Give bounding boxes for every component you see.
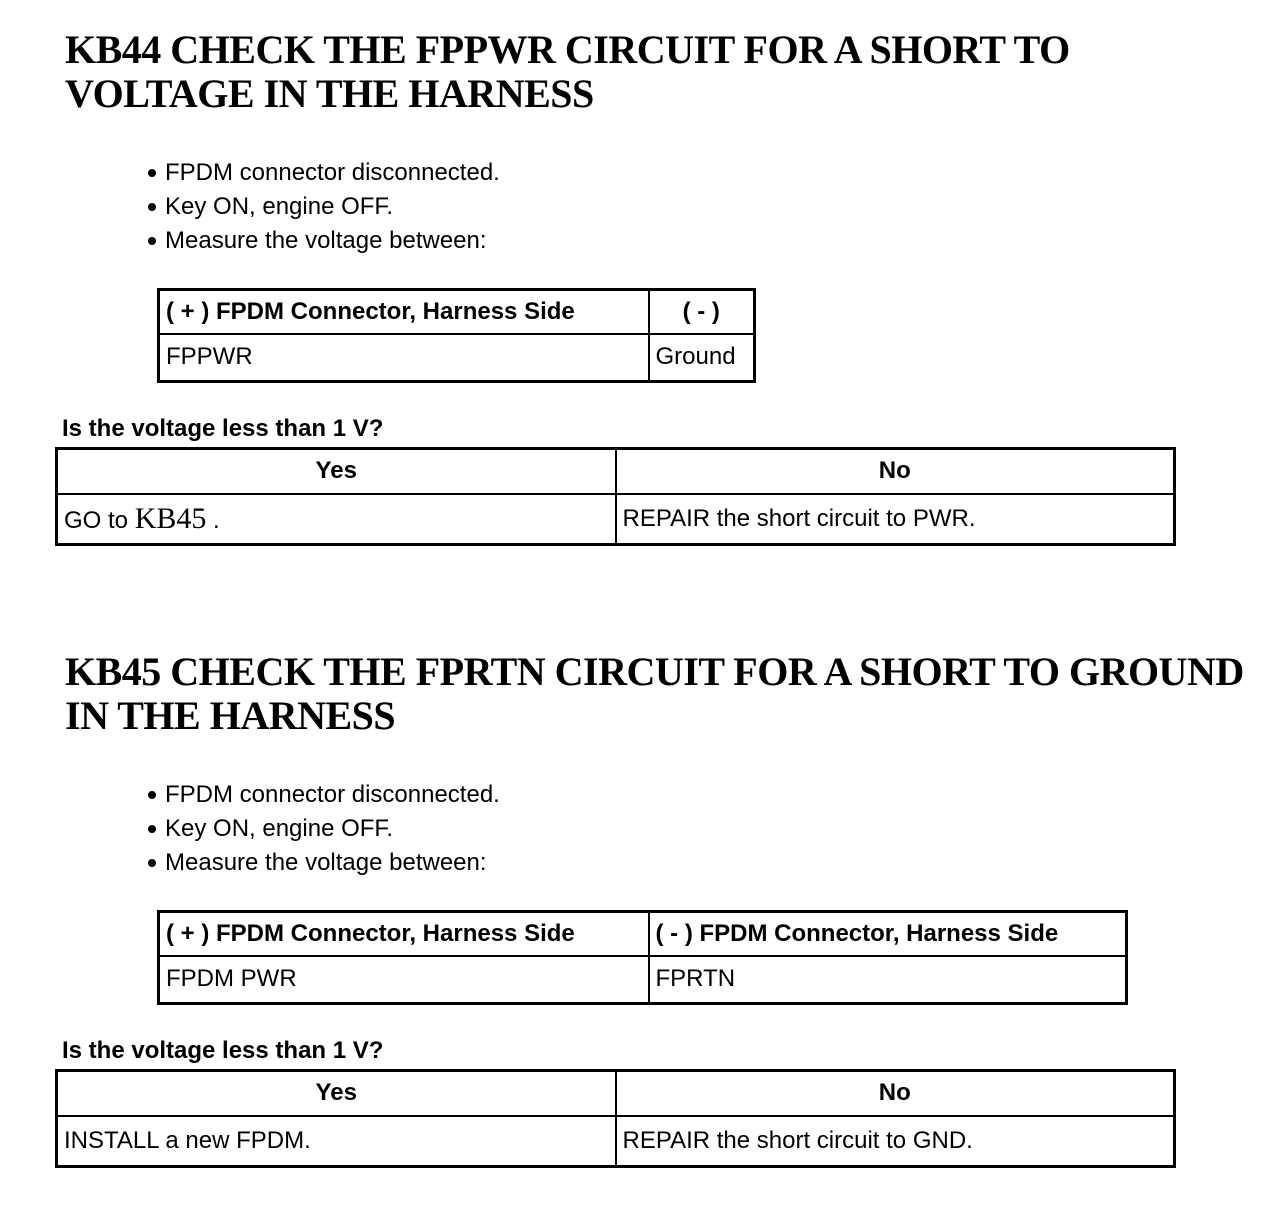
list-item: [148, 812, 1280, 846]
table-row: [159, 334, 755, 382]
kb44-decision-table: [55, 447, 1176, 546]
kb44-measurement-table: [157, 288, 756, 383]
table-row: [57, 494, 1175, 545]
step-text: Key ON, engine OFF.: [165, 193, 394, 220]
yes-action-prefix: GO to: [64, 506, 135, 534]
step-text: Key ON, engine OFF.: [165, 815, 394, 842]
table-row: [159, 956, 1127, 1004]
negative-lead-header: ( - ): [649, 290, 755, 334]
section-kb44: [0, 0, 1280, 546]
table-header-row: [57, 1071, 1175, 1116]
kb45-heading-line-1: KB45 CHECK THE FPRTN CIRCUIT FOR A SHORT TO GROUND: [65, 649, 1244, 694]
positive-lead-header: ( + ) FPDM Connector, Harness Side: [159, 290, 649, 334]
kb44-question: Is the voltage less than 1 V?: [62, 415, 384, 442]
kb45-decision-table: [55, 1069, 1176, 1168]
step-text: Measure the voltage between:: [165, 849, 487, 876]
yes-action-cell: [57, 494, 616, 545]
no-header: No: [616, 449, 1175, 494]
negative-lead-header: ( - ) FPDM Connector, Harness Side: [649, 912, 1127, 956]
section-kb45: [0, 546, 1280, 1168]
list-item: [148, 224, 1280, 258]
no-header: No: [616, 1071, 1175, 1116]
kb45-link[interactable]: KB45: [134, 501, 207, 535]
positive-lead-value: FPDM PWR: [159, 956, 649, 1004]
step-text: Measure the voltage between:: [165, 227, 487, 254]
table-header-row: [159, 912, 1127, 956]
list-item: [148, 778, 1280, 812]
kb45-heading-line-2: IN THE HARNESS: [65, 693, 396, 738]
yes-action-cell: INSTALL a new FPDM.: [57, 1116, 616, 1167]
table-row: [57, 1116, 1175, 1167]
negative-lead-value: Ground: [649, 334, 755, 382]
list-item: [148, 190, 1280, 224]
kb44-heading-line-1: KB44 CHECK THE FPPWR CIRCUIT FOR A SHORT TO: [65, 27, 1070, 72]
list-item: [148, 846, 1280, 880]
no-action-cell: REPAIR the short circuit to PWR.: [616, 494, 1175, 545]
kb45-heading: [65, 546, 1280, 738]
negative-lead-value: FPRTN: [649, 956, 1127, 1004]
bullet-icon: [148, 203, 156, 211]
step-text: FPDM connector disconnected.: [165, 781, 500, 808]
positive-lead-value: FPPWR: [159, 334, 649, 382]
bullet-icon: [148, 169, 156, 177]
bullet-icon: [148, 825, 156, 833]
table-header-row: [159, 290, 755, 334]
yes-header: Yes: [57, 1071, 616, 1116]
kb45-measurement-table: [157, 910, 1128, 1005]
kb44-heading: [65, 0, 1280, 116]
kb44-procedure-steps: [148, 156, 1280, 258]
no-action-cell: REPAIR the short circuit to GND.: [616, 1116, 1175, 1167]
yes-header: Yes: [57, 449, 616, 494]
table-header-row: [57, 449, 1175, 494]
bullet-icon: [148, 237, 156, 245]
kb45-procedure-steps: [148, 778, 1280, 880]
bullet-icon: [148, 859, 156, 867]
kb44-heading-line-2: VOLTAGE IN THE HARNESS: [65, 71, 594, 116]
yes-action-suffix: .: [206, 506, 220, 534]
bullet-icon: [148, 791, 156, 799]
list-item: [148, 156, 1280, 190]
positive-lead-header: ( + ) FPDM Connector, Harness Side: [159, 912, 649, 956]
step-text: FPDM connector disconnected.: [165, 159, 500, 186]
kb45-question: Is the voltage less than 1 V?: [62, 1037, 384, 1064]
